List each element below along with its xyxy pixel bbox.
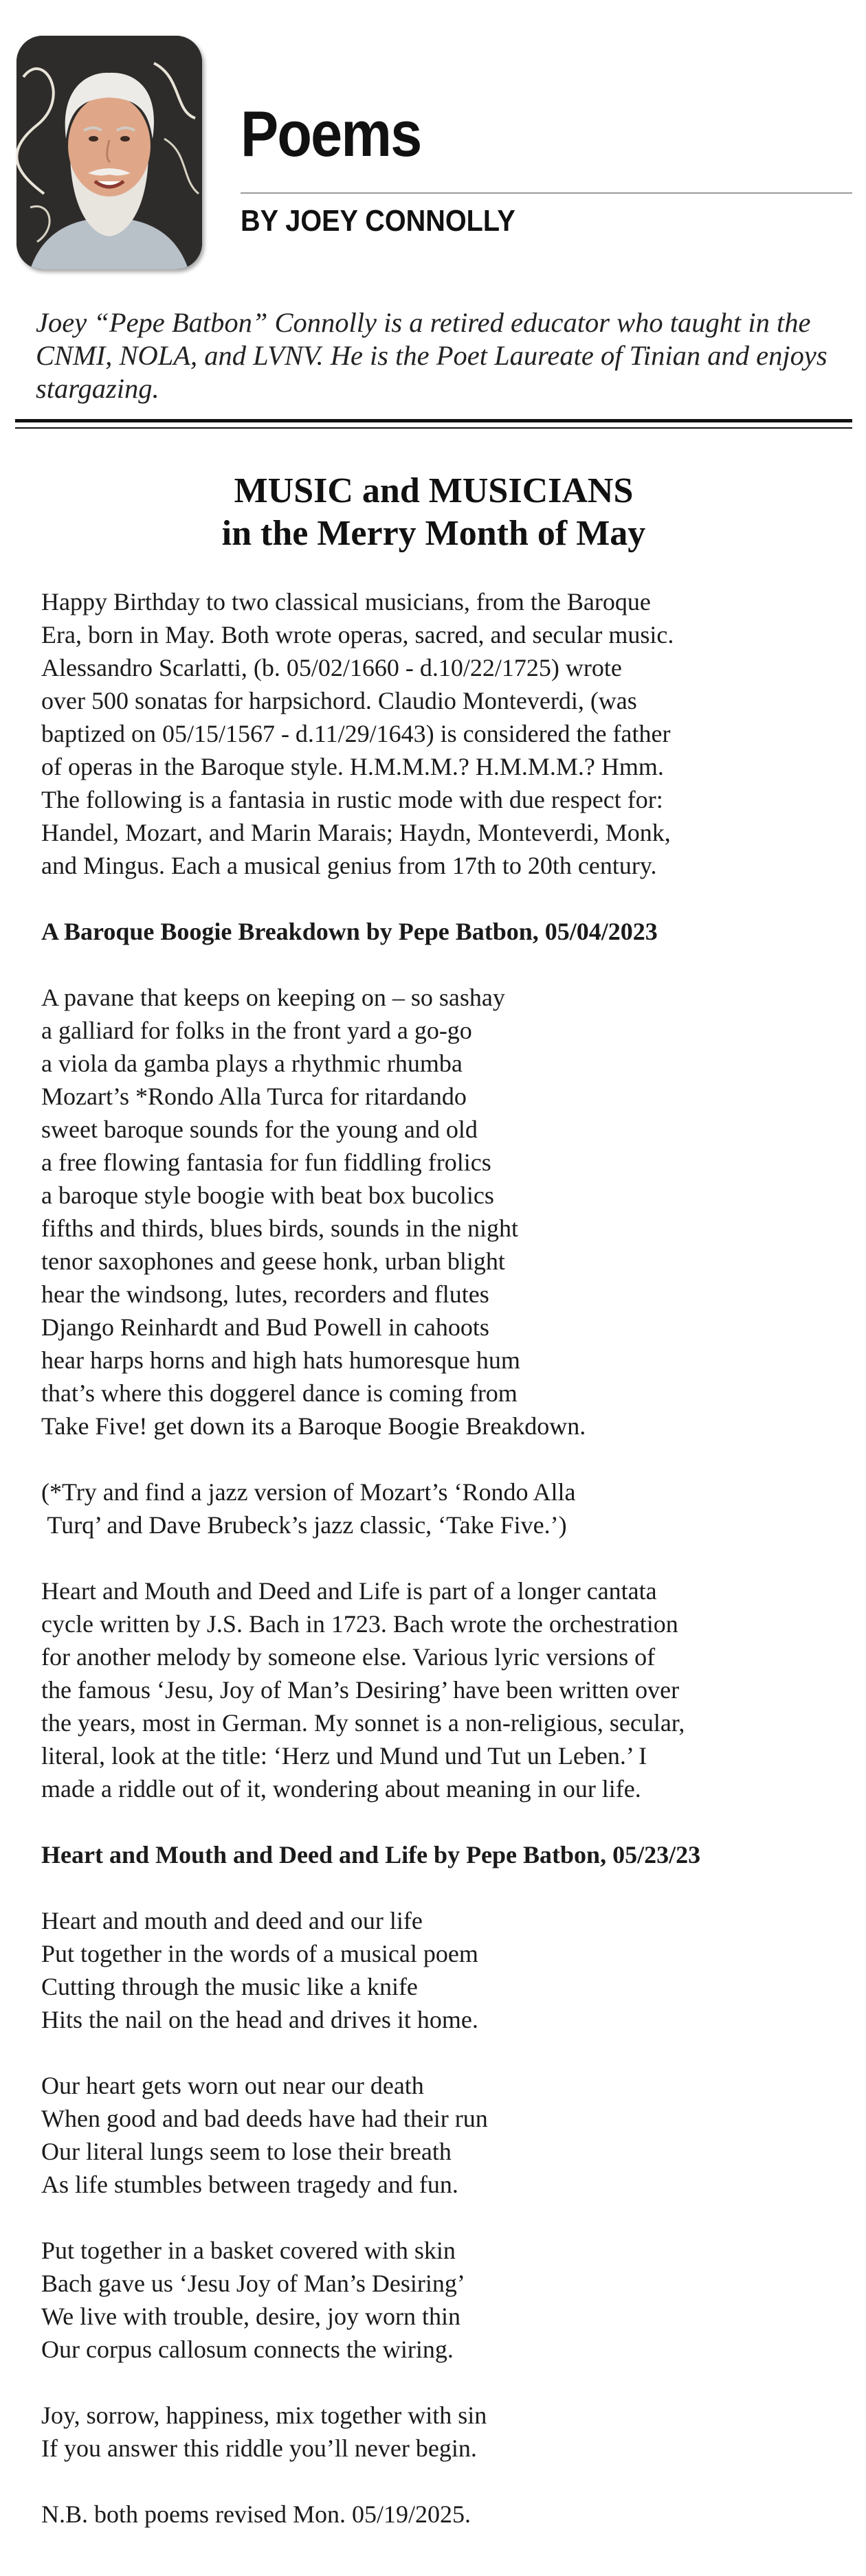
poem-line: We live with trouble, desire, joy worn thin [41, 2303, 460, 2330]
poem-line: a baroque style boogie with beat box bucolics [41, 1182, 494, 1209]
bridge-line: the famous ‘Jesu, Joy of Man’s Desiring’ have been written over [41, 1676, 680, 1704]
poem-1-verse [41, 981, 852, 1443]
headline-line-2: in the Merry Month of May [221, 514, 646, 553]
spacer [41, 2201, 852, 2234]
spacer [41, 2366, 852, 2399]
bridge-line: literal, look at the title: ‘Herz und Mund und Tut un Leben.’ I [41, 1742, 647, 1770]
spacer [41, 1541, 852, 1574]
bridge-line: Heart and Mouth and Deed and Life is part of a longer cantata [41, 1577, 657, 1605]
intro-line: Happy Birthday to two classical musicians, from the Baroque [41, 588, 651, 615]
poem-line: Our heart gets worn out near our death [41, 2072, 424, 2099]
poem-line: Heart and mouth and deed and our life [41, 1907, 423, 1934]
bridge-paragraph [41, 1574, 852, 1805]
poem-line: a viola da gamba plays a rhythmic rhumba [41, 1050, 463, 1077]
poem-line: Our literal lungs seem to lose their breath [41, 2138, 452, 2165]
intro-line: Alessandro Scarlatti, (b. 05/02/1660 - d.10/22/1725) wrote [41, 654, 622, 681]
poem-2-stanza-3 [41, 2234, 852, 2366]
poem-line: Cutting through the music like a knife [41, 1973, 418, 2000]
intro-line: The following is a fantasia in rustic mode with due respect for: [41, 786, 663, 813]
poem-line: As life stumbles between tragedy and fun. [41, 2171, 458, 2198]
bridge-line: the years, most in German. My sonnet is a non-religious, secular, [41, 1709, 685, 1737]
poem-line: a galliard for folks in the front yard a go-go [41, 1017, 472, 1044]
headline [15, 470, 852, 555]
poem-line: A pavane that keeps on keeping on – so sashay [41, 984, 505, 1011]
revision-note: N.B. both poems revised Mon. 05/19/2025. [41, 2500, 471, 2528]
poem-line: Put together in a basket covered with skin [41, 2237, 456, 2264]
author-portrait-illustration [16, 36, 202, 269]
intro-line: of operas in the Baroque style. H.M.M.M.? H.M.M.M.? Hmm. [41, 753, 664, 780]
poem-line: that’s where this doggerel dance is coming from [41, 1379, 518, 1407]
poem-line: Joy, sorrow, happiness, mix together with sin [41, 2402, 487, 2429]
poem-line: Mozart’s *Rondo Alla Turca for ritardando [41, 1083, 467, 1110]
poem-1-footnote [41, 1476, 852, 1541]
poem-line: When good and bad deeds have had their run [41, 2105, 488, 2132]
poem-line: hear the windsong, lutes, recorders and flutes [41, 1280, 489, 1308]
poem-line: a free flowing fantasia for fun fiddling frolics [41, 1149, 491, 1176]
author-bio: Joey “Pepe Batbon” Connolly is a retired educator who taught in the CNMI, NOLA, and LVNV. He is the Poet Laureate of Tinian and enjoys stargazing. [36, 307, 828, 404]
poem-2-stanza-2 [41, 2069, 852, 2201]
bridge-line: made a riddle out of it, wondering about meaning in our life. [41, 1775, 641, 1803]
byline: BY JOEY CONNOLLY [241, 204, 515, 238]
intro-line: over 500 sonatas for harpsichord. Claudio Monteverdi, (was [41, 687, 637, 714]
poem-line: Put together in the words of a musical poem [41, 1940, 478, 1967]
title-divider [241, 192, 852, 194]
spacer [41, 2036, 852, 2069]
poem-line: tenor saxophones and geese honk, urban blight [41, 1247, 505, 1275]
poem-line: Django Reinhardt and Bud Powell in cahoots [41, 1313, 489, 1341]
article-body [41, 585, 852, 2531]
spacer [41, 1443, 852, 1476]
poem-line: fifths and thirds, blues birds, sounds in the night [41, 1214, 518, 1242]
headline-line-1: MUSIC and MUSICIANS [234, 471, 634, 510]
spacer [41, 1871, 852, 1904]
poem-line: Our corpus callosum connects the wiring. [41, 2336, 454, 2363]
poem-2-title: Heart and Mouth and Deed and Life by Pepe Batbon, 05/23/23 [41, 1841, 701, 1868]
intro-line: and Mingus. Each a musical genius from 17th to 20th century. [41, 852, 657, 879]
intro-line: Handel, Mozart, and Marin Marais; Haydn, Monteverdi, Monk, [41, 819, 671, 846]
poem-line: Hits the nail on the head and drives it home. [41, 2006, 478, 2033]
intro-line: baptized on 05/15/1567 - d.11/29/1643) is considered the father [41, 720, 671, 747]
footnote-line: Turq’ and Dave Brubeck’s jazz classic, ‘Take Five.’) [41, 1511, 567, 1539]
author-photo [16, 36, 202, 269]
poem-2-stanza-1 [41, 1904, 852, 2036]
bridge-line: for another melody by someone else. Various lyric versions of [41, 1643, 656, 1671]
spacer [41, 2465, 852, 2498]
poem-line: hear harps horns and high hats humoresque hum [41, 1346, 520, 1374]
spacer [41, 1805, 852, 1838]
poem-line: sweet baroque sounds for the young and old [41, 1116, 478, 1143]
section-divider-thin [15, 427, 852, 429]
poem-2-couplet [41, 2399, 852, 2465]
section-divider-thick [15, 419, 852, 422]
intro-line: Era, born in May. Both wrote operas, sacred, and secular music. [41, 621, 674, 648]
footnote-line: (*Try and find a jazz version of Mozart’s ‘Rondo Alla [41, 1478, 576, 1506]
poem-1-title: A Baroque Boogie Breakdown by Pepe Batbon, 05/04/2023 [41, 918, 658, 945]
bridge-line: cycle written by J.S. Bach in 1723. Bach wrote the orchestration [41, 1610, 678, 1638]
intro-paragraph [41, 585, 852, 882]
poem-line: Bach gave us ‘Jesu Joy of Man’s Desiring’ [41, 2270, 465, 2297]
spacer [41, 948, 852, 981]
poem-line: Take Five! get down its a Baroque Boogie Breakdown. [41, 1412, 586, 1440]
poem-line: If you answer this riddle you’ll never begin. [41, 2434, 477, 2462]
spacer [41, 882, 852, 915]
column-title: Poems [241, 98, 421, 170]
